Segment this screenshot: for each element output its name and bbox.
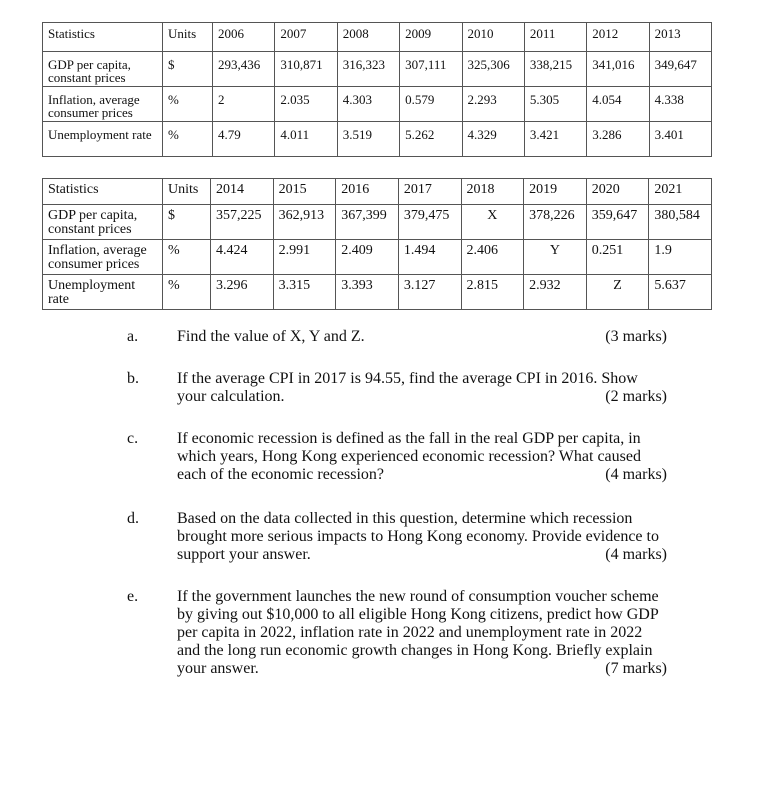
header-cell: 2021 — [649, 179, 712, 205]
header-cell: 2013 — [649, 23, 711, 52]
question-label: e. — [127, 588, 139, 605]
question-label: b. — [127, 370, 139, 387]
table-cell: 1.494 — [398, 240, 461, 275]
question-label: d. — [127, 510, 139, 527]
question-text: If the average CPI in 2017 is 94.55, find the average CPI in 2016. Show your calculation. — [177, 370, 638, 405]
table-cell: 4.338 — [649, 87, 711, 122]
table-cell: 3.315 — [273, 275, 336, 310]
table-cell: 2.293 — [462, 87, 524, 122]
table-cell: 2.932 — [524, 275, 587, 310]
table-cell: 4.329 — [462, 122, 524, 157]
table-cell: GDP per capita, constant prices — [43, 52, 163, 87]
table-row — [43, 240, 712, 275]
table-cell: 349,647 — [649, 52, 711, 87]
table-cell: 2 — [213, 87, 275, 122]
table-cell: $ — [163, 205, 211, 240]
table-cell: Unemployment rate — [43, 122, 163, 157]
header-cell: 2014 — [211, 179, 274, 205]
header-cell: 2015 — [273, 179, 336, 205]
question-label: a. — [127, 328, 139, 345]
table-cell: 359,647 — [586, 205, 649, 240]
table-cell: 2.035 — [275, 87, 337, 122]
question-text: If the government launches the new round of consumption voucher scheme by giving out $10,000 to all eligible Hong Kong citizens, predict how GDP per capita in 2022, inflation rate in 2022 and unemployment rate in 2022 and the long run economic growth changes in Hong Kong. Briefly explain your answer. — [177, 588, 659, 677]
question-text: If economic recession is defined as the fall in the real GDP per capita, in which years, Hong Kong experienced economic recession? What caused each of the economic recession? — [177, 430, 641, 483]
table-cell: 380,584 — [649, 205, 712, 240]
table-cell: Z — [586, 275, 649, 310]
header-cell: 2007 — [275, 23, 337, 52]
table-cell: 357,225 — [211, 205, 274, 240]
table-cell: 5.262 — [400, 122, 462, 157]
table-cell: Inflation, average consumer prices — [43, 87, 163, 122]
question-label: c. — [127, 430, 139, 447]
table-row — [43, 52, 712, 87]
header-cell: 2019 — [524, 179, 587, 205]
table-row — [43, 275, 712, 310]
question-marks: (7 marks) — [605, 660, 667, 677]
table-cell: 5.305 — [524, 87, 586, 122]
header-cell: 2009 — [400, 23, 462, 52]
header-row — [43, 179, 712, 205]
header-cell: 2012 — [587, 23, 649, 52]
question-text: Find the value of X, Y and Z. — [177, 328, 365, 345]
table-cell: 1.9 — [649, 240, 712, 275]
table-cell: 316,323 — [337, 52, 399, 87]
header-cell: Units — [163, 23, 213, 52]
table-cell: 293,436 — [213, 52, 275, 87]
table-cell: 4.303 — [337, 87, 399, 122]
question-marks: (4 marks) — [605, 546, 667, 563]
table-cell: Y — [524, 240, 587, 275]
table-cell: 0.251 — [586, 240, 649, 275]
table-row — [43, 87, 712, 122]
header-cell: 2010 — [462, 23, 524, 52]
header-cell: 2016 — [336, 179, 399, 205]
table-cell: 5.637 — [649, 275, 712, 310]
header-row — [43, 23, 712, 52]
table-cell: 378,226 — [524, 205, 587, 240]
table-cell: 3.401 — [649, 122, 711, 157]
question-text: Based on the data collected in this question, determine which recession brought more serious impacts to Hong Kong economy. Provide evidence to support your answer. — [177, 510, 659, 563]
table-cell: 0.579 — [400, 87, 462, 122]
table-row — [43, 122, 712, 157]
table-cell: $ — [163, 52, 213, 87]
table-cell: % — [163, 87, 213, 122]
header-cell: Statistics — [43, 179, 163, 205]
table-cell: 2.409 — [336, 240, 399, 275]
question-marks: (2 marks) — [605, 388, 667, 405]
table-cell: 4.011 — [275, 122, 337, 157]
table-row — [43, 205, 712, 240]
question-marks: (4 marks) — [605, 466, 667, 483]
table-cell: 3.519 — [337, 122, 399, 157]
table-cell: 307,111 — [400, 52, 462, 87]
header-cell: Units — [163, 179, 211, 205]
table-cell: 3.286 — [587, 122, 649, 157]
table-cell: Inflation, average consumer prices — [43, 240, 163, 275]
question-marks: (3 marks) — [605, 328, 667, 345]
header-cell: 2011 — [524, 23, 586, 52]
header-cell: Statistics — [43, 23, 163, 52]
table-cell: 2.406 — [461, 240, 524, 275]
header-cell: 2006 — [213, 23, 275, 52]
table-cell: 4.054 — [587, 87, 649, 122]
statistics-table-2014-2021 — [42, 178, 712, 310]
table-cell: 379,475 — [398, 205, 461, 240]
header-cell: 2018 — [461, 179, 524, 205]
statistics-table-2006-2013 — [42, 22, 712, 157]
table-cell: 3.393 — [336, 275, 399, 310]
table-cell: 3.296 — [211, 275, 274, 310]
table-cell: 362,913 — [273, 205, 336, 240]
table-cell: 2.991 — [273, 240, 336, 275]
table-cell: 338,215 — [524, 52, 586, 87]
table-cell: 3.421 — [524, 122, 586, 157]
table-cell: 341,016 — [587, 52, 649, 87]
table-cell: % — [163, 240, 211, 275]
header-cell: 2008 — [337, 23, 399, 52]
table-cell: X — [461, 205, 524, 240]
table-cell: 310,871 — [275, 52, 337, 87]
table-cell: 2.815 — [461, 275, 524, 310]
table-cell: 4.79 — [213, 122, 275, 157]
table-cell: % — [163, 275, 211, 310]
header-cell: 2020 — [586, 179, 649, 205]
table-cell: 325,306 — [462, 52, 524, 87]
table-cell: 3.127 — [398, 275, 461, 310]
table-cell: GDP per capita, constant prices — [43, 205, 163, 240]
table-cell: 367,399 — [336, 205, 399, 240]
table-cell: Unemployment rate — [43, 275, 163, 310]
table-cell: 4.424 — [211, 240, 274, 275]
header-cell: 2017 — [398, 179, 461, 205]
table-cell: % — [163, 122, 213, 157]
